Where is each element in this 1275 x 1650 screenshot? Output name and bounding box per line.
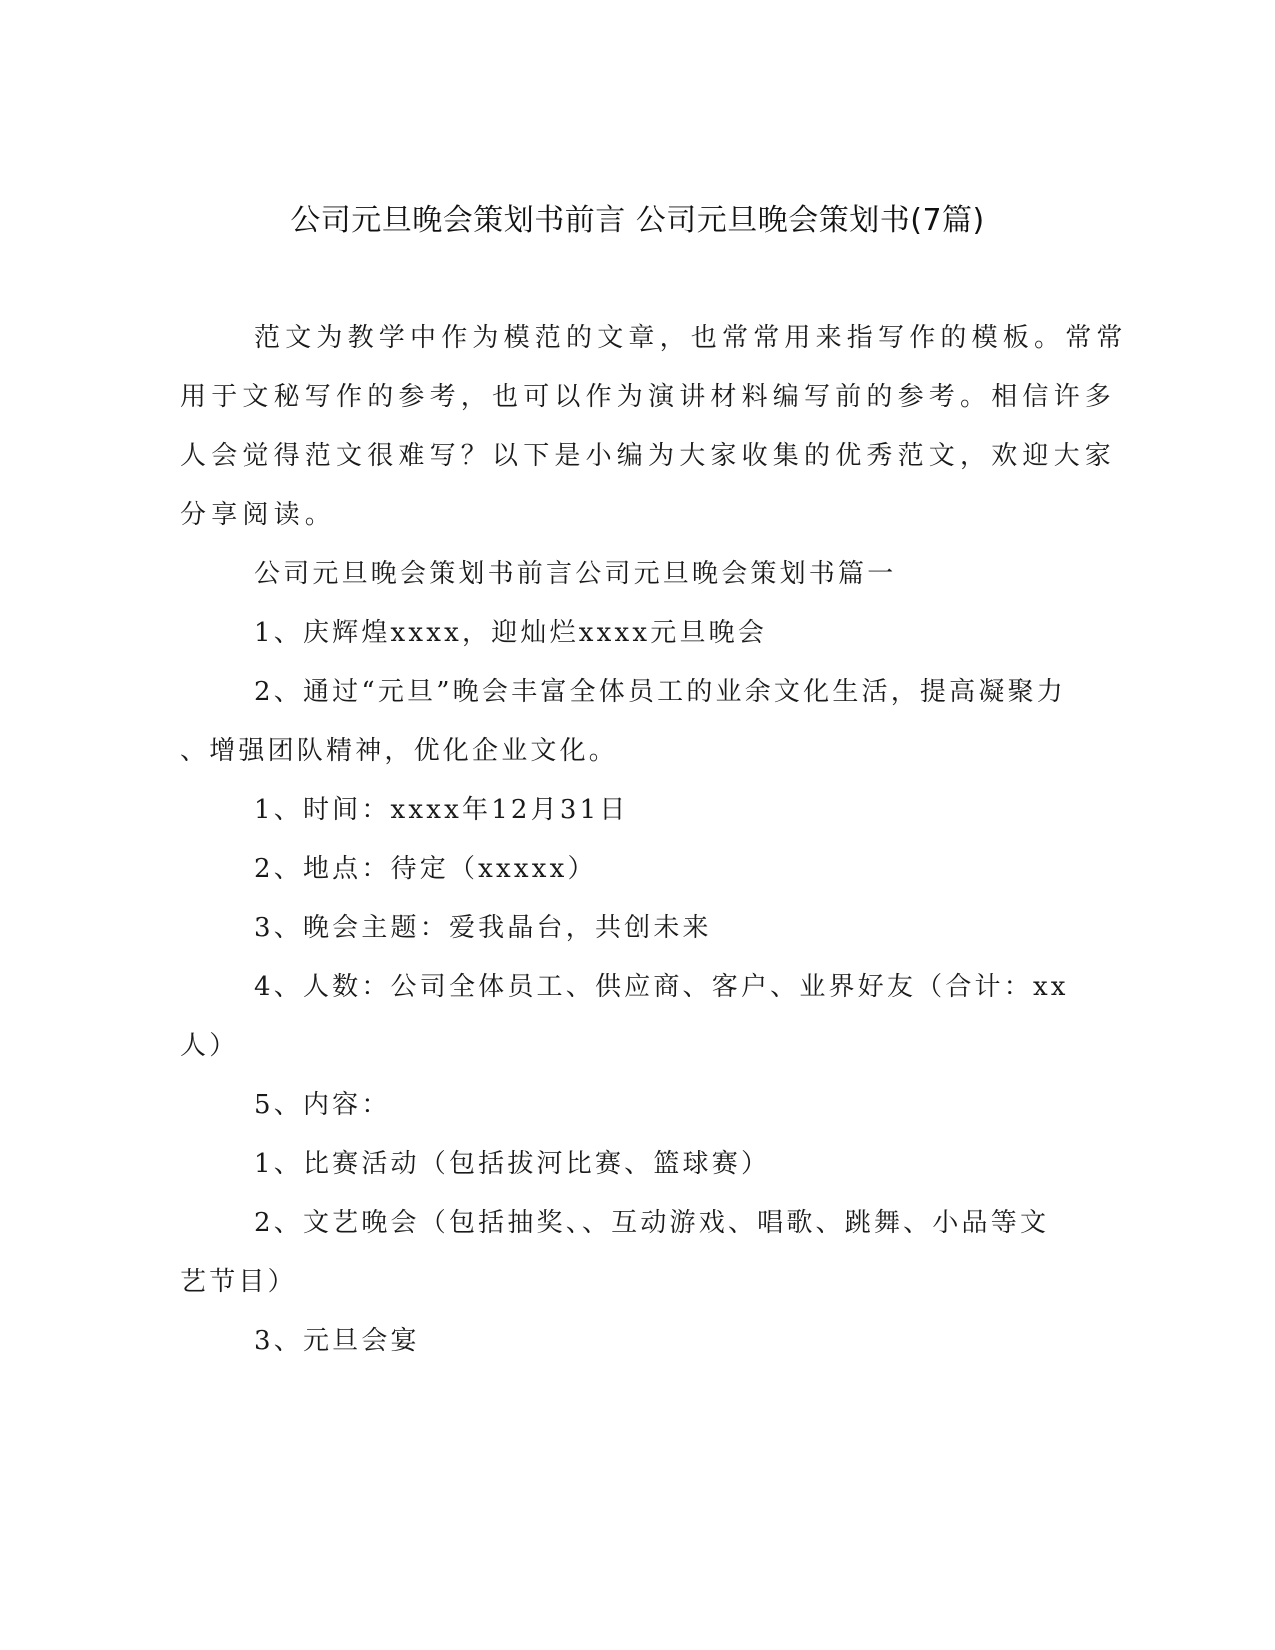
- document-title: 公司元旦晚会策划书前言 公司元旦晚会策划书(7篇): [290, 203, 985, 238]
- intro-line-1: 范文为教学中作为模范的文章，也常常用来指写作的模板。常常: [254, 323, 1128, 353]
- attendees-line-2: 人）: [180, 1031, 239, 1061]
- content-item-2-line-1: 2、文艺晚会（包括抽奖、、互动游戏、唱歌、跳舞、小品等文: [254, 1208, 1050, 1238]
- content-item-2-line-2: 艺节目）: [180, 1267, 297, 1297]
- location-line: 2、地点：待定（xxxxx）: [254, 854, 597, 884]
- purpose-line-2: 、增强团队精神，优化企业文化。: [180, 736, 619, 766]
- intro-line-4: 分享阅读。: [180, 500, 337, 530]
- content-item-3: 3、元旦会宴: [254, 1326, 420, 1356]
- intro-line-3: 人会觉得范文很难写？以下是小编为大家收集的优秀范文，欢迎大家: [180, 441, 1117, 471]
- theme-line: 1、庆辉煌xxxx，迎灿烂xxxx元旦晚会: [254, 618, 768, 648]
- content-label: 5、内容：: [254, 1090, 391, 1120]
- purpose-line-1: 2、通过“元旦”晚会丰富全体员工的业余文化生活，提高凝聚力: [254, 677, 1066, 707]
- time-line: 1、时间：xxxx年12月31日: [254, 795, 629, 825]
- section-heading: 公司元旦晚会策划书前言公司元旦晚会策划书篇一: [254, 559, 897, 589]
- intro-line-2: 用于文秘写作的参考，也可以作为演讲材料编写前的参考。相信许多: [180, 382, 1117, 412]
- party-theme-line: 3、晚会主题：爱我晶台，共创未来: [254, 913, 712, 943]
- content-item-1: 1、比赛活动（包括拔河比赛、篮球赛）: [254, 1149, 771, 1179]
- attendees-line-1: 4、人数：公司全体员工、供应商、客户、业界好友（合计：xx: [254, 972, 1069, 1002]
